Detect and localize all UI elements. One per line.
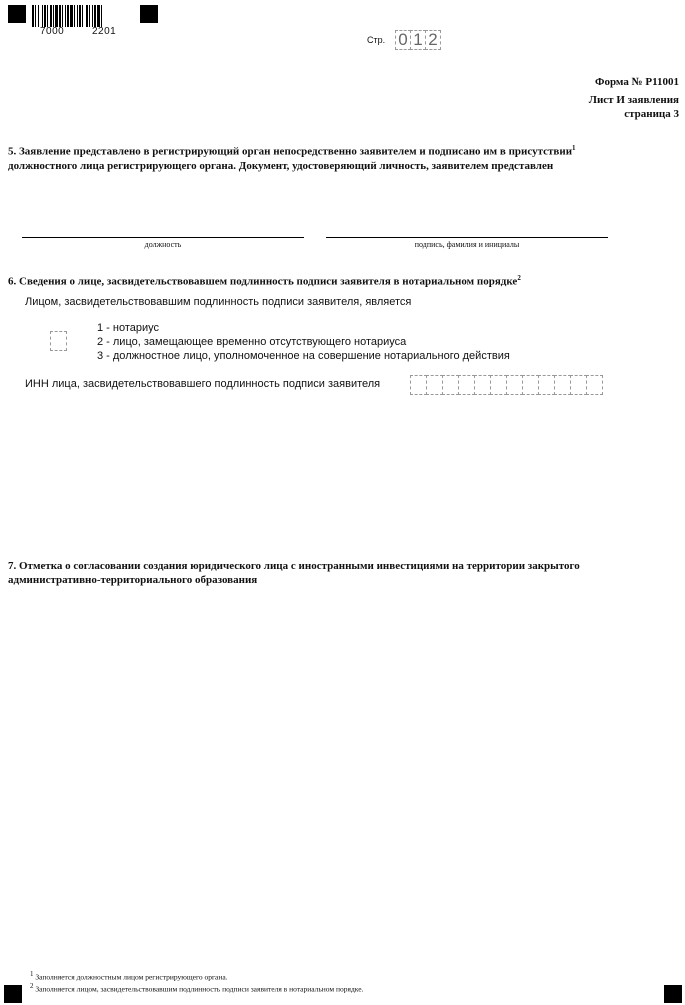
section6-title [8,271,680,289]
footnote-2-text: Заполняется лицом, засвидетельствовавшим подлинность подписи заявителя в нотариальном порядке. [35,984,364,994]
footnote-1 [30,970,228,982]
notary-options [97,321,510,363]
section5-title-line2: должностного лица регистрирующего органа. Документ, удостоверяющий личность, заявителем представлен [8,159,554,172]
footnote-2-mark: 2 [30,982,34,990]
form-number: Форма № Р11001 [595,76,679,88]
notary-option: 1 - нотариус [97,322,160,334]
page-label: Стр. [367,35,386,45]
inn-digit-cell[interactable] [490,375,507,395]
corner-marker-top-left [8,5,26,23]
section7-title-line1: 7. Отметка о согласовании создания юридического лица с иностранными инвестициями на территории закрытого [8,560,580,572]
footnote-1-text: Заполняется должностным лицом регистрирующего органа. [35,972,228,982]
notary-option: 3 - должностное лицо, уполномоченное на совершение нотариального действия [97,350,510,362]
corner-marker-bottom-left [4,985,22,1003]
footnote-ref-2: 2 [517,274,521,282]
corner-marker-bottom-right [664,985,682,1003]
position-line[interactable] [22,237,304,238]
section5-title [8,141,680,173]
footnote-2 [30,982,363,994]
inn-digit-cell[interactable] [586,375,603,395]
inn-digit-cell[interactable] [426,375,443,395]
footnote-1-mark: 1 [30,970,34,978]
page-number-cells [395,30,440,50]
inn-digit-cell[interactable] [442,375,459,395]
section7-title-line2: административно-территориального образования [8,574,258,586]
signature-line[interactable] [326,237,608,238]
page-digit-cell[interactable]: 0 [395,30,411,50]
barcode-number-left: 7000 [40,26,65,37]
sheet-page: страница 3 [624,108,679,120]
page-digit-cell[interactable]: 2 [425,30,441,50]
barcode [32,5,104,27]
position-caption: должность [144,240,182,249]
corner-marker-top-right [140,5,158,23]
section6-title-text: 6. Сведения о лице, засвидетельствовавшем подлинность подписи заявителя в нотариальном порядке [8,275,518,288]
inn-digit-cell[interactable] [522,375,539,395]
notary-type-cell[interactable] [50,331,67,351]
page-digit-cell[interactable]: 1 [410,30,426,50]
inn-digit-cell[interactable] [538,375,555,395]
notary-intro: Лицом, засвидетельствовавшим подлинность подписи заявителя, является [25,296,412,308]
sheet-title: Лист И заявления [588,94,679,106]
signature-caption: подпись, фамилия и инициалы [414,240,520,249]
inn-label: ИНН лица, засвидетельствовавшего подлинность подписи заявителя [25,378,381,390]
inn-digit-cell[interactable] [474,375,491,395]
inn-digit-cell[interactable] [410,375,427,395]
section7-title [8,559,680,587]
footnote-ref-1: 1 [572,144,576,152]
barcode-number-right: 2201 [92,26,117,37]
inn-cells [410,375,602,395]
inn-digit-cell[interactable] [570,375,587,395]
section5-title-line1: 5. Заявление представлено в регистрирующий орган непосредственно заявителем и подписано им в присутствии [8,145,573,158]
inn-digit-cell[interactable] [506,375,523,395]
inn-digit-cell[interactable] [458,375,475,395]
notary-option: 2 - лицо, замещающее временно отсутствующего нотариуса [97,336,407,348]
inn-digit-cell[interactable] [554,375,571,395]
